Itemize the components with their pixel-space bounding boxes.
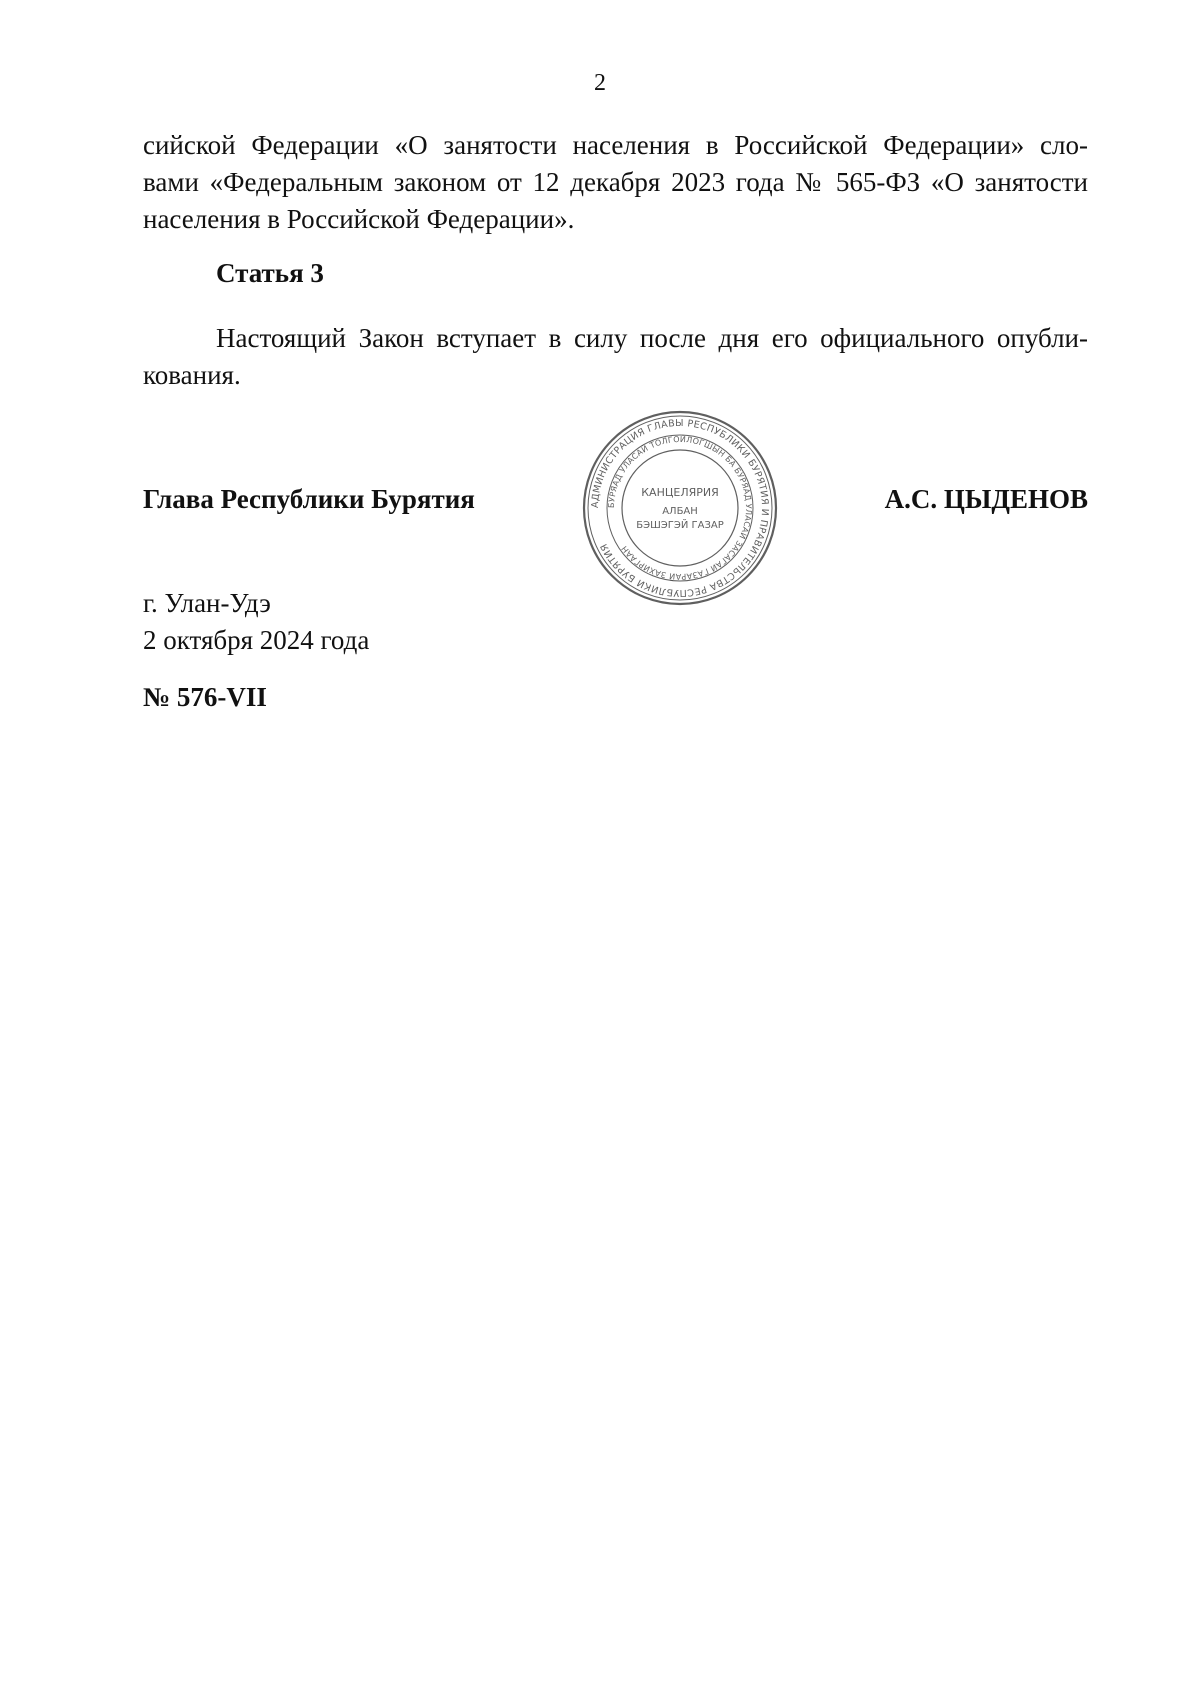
paragraph-line: населения в Российской Федерации». <box>143 204 575 234</box>
paragraph-line: кования. <box>143 360 241 390</box>
date: 2 октября 2024 года <box>143 625 370 655</box>
seal-outer-text: АДМИНИСТРАЦИЯ ГЛАВЫ РЕСПУБЛИКИ БУРЯТИЯ И ПРАВИТЕЛЬСТВА РЕСПУБЛИКИ БУРЯТИЯ <box>589 417 771 599</box>
paragraph-line: вами «Федеральным законом от 12 декабря 2023 года № 565-ФЗ «О занятости <box>143 167 1088 197</box>
place-and-date <box>143 585 369 659</box>
seal-inner-text: БУРЯАД УЛАСАЙ ТОЛГОЙЛОГШЫН БА БУРЯАД УЛАСАЙ ЗАСАГАЙ ГАЗАРАЙ ЗАХИРГААН <box>606 434 754 582</box>
article-heading: Статья 3 <box>216 258 324 288</box>
official-seal <box>580 408 780 608</box>
paragraph-line: сийской Федерации «О занятости населения в Российской Федерации» сло- <box>143 130 1088 160</box>
seal-center-line: КАНЦЕЛЯРИЯ <box>641 486 719 499</box>
seal-center-line: АЛБАН <box>662 506 698 517</box>
paragraph-continued <box>143 127 1088 238</box>
signatory-name: А.С. ЦЫДЕНОВ <box>884 484 1088 514</box>
page-number: 2 <box>594 70 606 96</box>
paragraph-line: Настоящий Закон вступает в силу после дня его официального опубли- <box>216 323 1088 353</box>
law-number: № 576-VII <box>143 682 267 712</box>
signatory-title: Глава Республики Бурятия <box>143 484 475 514</box>
place: г. Улан-Удэ <box>143 588 271 618</box>
article-paragraph <box>143 320 1088 394</box>
seal-center-line: БЭШЭГЭЙ ГАЗАР <box>636 520 724 531</box>
